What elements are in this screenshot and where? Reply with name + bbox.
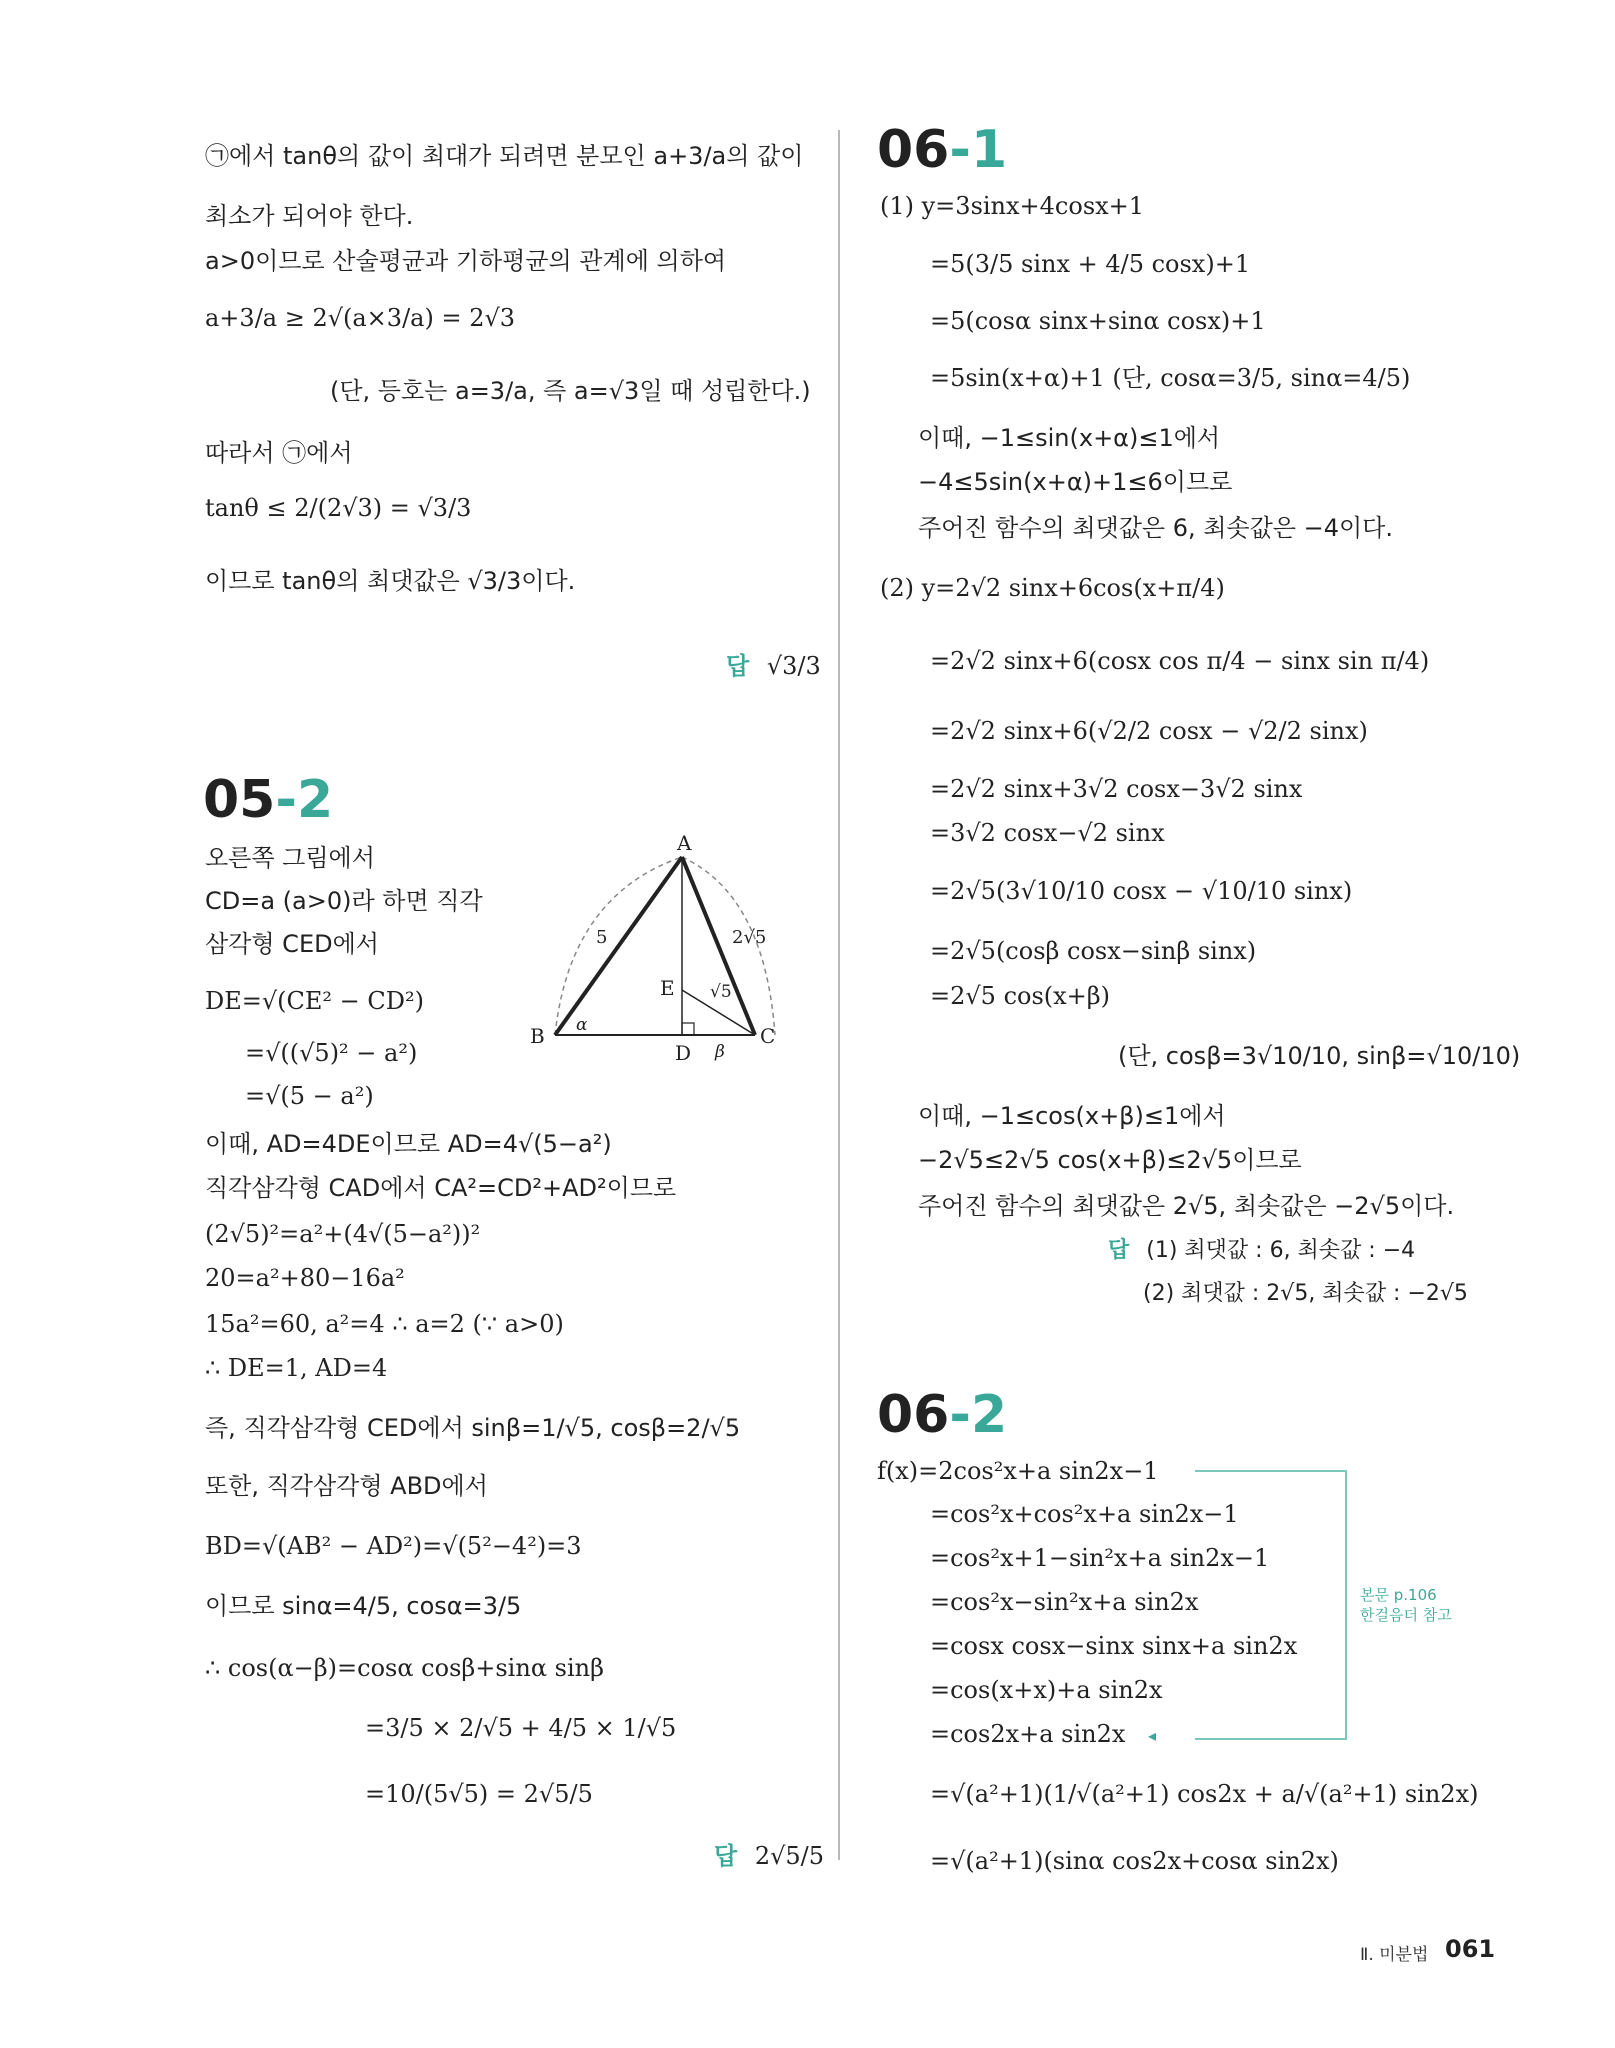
answer-block — [714, 1840, 824, 1872]
equation-line: BD=√(AB² − AD²)=√(5²−4²)=3 — [205, 1532, 582, 1560]
text-line: 이때, −1≤cos(x+β)≤1에서 — [918, 1102, 1226, 1130]
reference-bracket — [1195, 1470, 1347, 1740]
equation-line: 15a²=60, a²=4 ∴ a=2 (∵ a>0) — [205, 1310, 564, 1338]
label-c: C — [760, 1024, 776, 1048]
equation-line: =cos(x+x)+a sin2x — [930, 1676, 1163, 1704]
text-line: (단, 등호는 a=3/a, 즉 a=√3일 때 성립한다.) — [330, 377, 811, 405]
title-main: 06 — [877, 120, 950, 180]
reference-note — [1360, 1585, 1452, 1625]
label-beta: β — [715, 1042, 725, 1062]
equation-line: =10/(5√5) = 2√5/5 — [365, 1780, 593, 1808]
equation-line: =3/5 × 2/√5 + 4/5 × 1/√5 — [365, 1714, 677, 1742]
equation-line: (1) y=3sinx+4cosx+1 — [880, 192, 1145, 220]
answer-value-1: (1) 최댓값 : 6, 최솟값 : −4 — [1146, 1238, 1416, 1263]
equation-line: 20=a²+80−16a² — [205, 1264, 405, 1292]
label-alpha: α — [576, 1015, 588, 1035]
text-line: 즉, 직각삼각형 CED에서 sinβ=1/√5, cosβ=2/√5 — [205, 1414, 741, 1442]
title-main: 05 — [203, 770, 276, 830]
side-ab — [555, 857, 682, 1035]
title-sub: -1 — [949, 120, 1008, 180]
equation-line: =cos2x+a sin2x — [930, 1720, 1126, 1748]
text-line: CD=a (a>0)라 하면 직각 — [205, 887, 483, 915]
text-line: 오른쪽 그림에서 — [205, 844, 375, 872]
answer-label: 답 — [726, 652, 750, 680]
label-b: B — [530, 1024, 545, 1048]
text-line: 따라서 ㉠에서 — [205, 439, 353, 467]
equation-line: =2√5(3√10/10 cosx − √10/10 sinx) — [930, 877, 1353, 905]
equation-line: (2) y=2√2 sinx+6cos(x+π/4) — [880, 574, 1225, 602]
text-line: (단, cosβ=3√10/10, sinβ=√10/10) — [1118, 1042, 1521, 1070]
answer-value-2: (2) 최댓값 : 2√5, 최솟값 : −2√5 — [1143, 1281, 1468, 1306]
section-title-06-1 — [877, 120, 1007, 180]
text-line: 주어진 함수의 최댓값은 2√5, 최솟값은 −2√5이다. — [918, 1192, 1455, 1220]
equation-line: =5(3/5 sinx + 4/5 cosx)+1 — [930, 250, 1251, 278]
arrow-icon: ◂ — [1148, 1726, 1157, 1745]
section-title-05-2 — [203, 770, 333, 830]
text-line: 이므로 sinα=4/5, cosα=3/5 — [205, 1592, 522, 1620]
title-sub: -2 — [275, 770, 334, 830]
text-line: 삼각형 CED에서 — [205, 930, 379, 958]
text-line: ㉠에서 tanθ의 값이 최대가 되려면 분모인 a+3/a의 값이 — [205, 142, 804, 170]
chapter-label: Ⅱ. 미분법 — [1360, 1945, 1429, 1965]
text-line: −4≤5sin(x+α)+1≤6이므로 — [918, 468, 1233, 496]
title-sub: -2 — [949, 1385, 1008, 1445]
label-d: D — [675, 1041, 692, 1065]
equation-line: =cos²x−sin²x+a sin2x — [930, 1588, 1199, 1616]
equation-line: =cosx cosx−sinx sinx+a sin2x — [930, 1632, 1298, 1660]
equation-line: DE=√(CE² − CD²) — [205, 987, 424, 1015]
text-line: 또한, 직각삼각형 ABD에서 — [205, 1472, 488, 1500]
right-angle-mark — [682, 1023, 694, 1035]
equation-line: =cos²x+cos²x+a sin2x−1 — [930, 1500, 1239, 1528]
title-main: 06 — [877, 1385, 950, 1445]
answer-value: 2√5/5 — [754, 1842, 825, 1870]
label-ab-length: 5 — [596, 927, 608, 948]
label-a: A — [677, 835, 692, 855]
text-line: 최소가 되어야 한다. — [205, 202, 414, 230]
equation-line: ∴ cos(α−β)=cosα cosβ+sinα sinβ — [205, 1654, 604, 1682]
equation-line: =cos²x+1−sin²x+a sin2x−1 — [930, 1544, 1270, 1572]
page-number: 061 — [1445, 1935, 1496, 1963]
text-line: 이므로 tanθ의 최댓값은 √3/3이다. — [205, 567, 576, 595]
text-line: 주어진 함수의 최댓값은 6, 최솟값은 −4이다. — [918, 514, 1393, 542]
label-ac-length: 2√5 — [732, 927, 767, 948]
note-line: 본문 p.106 — [1360, 1586, 1437, 1604]
equation-line: =5(cosα sinx+sinα cosx)+1 — [930, 307, 1266, 335]
answer-label: 답 — [1108, 1238, 1130, 1263]
equation-line: tanθ ≤ 2/(2√3) = √3/3 — [205, 494, 472, 522]
equation-line: =3√2 cosx−√2 sinx — [930, 819, 1165, 847]
equation-line: =2√2 sinx+6(√2/2 cosx − √2/2 sinx) — [930, 717, 1368, 745]
section-title-06-2 — [877, 1385, 1007, 1445]
text-line: 이때, AD=4DE이므로 AD=4√(5−a²) — [205, 1130, 612, 1158]
equation-line: f(x)=2cos²x+a sin2x−1 — [877, 1457, 1159, 1485]
label-ec-length: √5 — [710, 982, 732, 1002]
answer-block — [726, 650, 821, 682]
answer-value: √3/3 — [766, 652, 821, 680]
equation-line: =5sin(x+α)+1 (단, cosα=3/5, sinα=4/5) — [930, 364, 1411, 392]
text-line: 이때, −1≤sin(x+α)≤1에서 — [918, 424, 1221, 452]
equation-line: =2√5(cosβ cosx−sinβ sinx) — [930, 937, 1257, 965]
equation-line: (2√5)²=a²+(4√(5−a²))² — [205, 1220, 481, 1248]
equation-line: =√((√5)² − a²) — [245, 1039, 418, 1067]
note-line: 한걸음더 참고 — [1360, 1606, 1452, 1624]
equation-line: =√(5 − a²) — [245, 1082, 374, 1110]
answer-block — [1108, 1235, 1415, 1267]
text-line: 직각삼각형 CAD에서 CA²=CD²+AD²이므로 — [205, 1174, 677, 1202]
equation-line: =2√2 sinx+6(cosx cos π/4 − sinx sin π/4) — [930, 647, 1430, 675]
equation-line: =2√2 sinx+3√2 cosx−3√2 sinx — [930, 775, 1303, 803]
equation-line: =√(a²+1)(1/√(a²+1) cos2x + a/√(a²+1) sin2x) — [930, 1780, 1479, 1808]
answer-label: 답 — [714, 1842, 738, 1870]
text-line: a>0이므로 산술평균과 기하평균의 관계에 의하여 — [205, 247, 727, 275]
equation-line: a+3/a ≥ 2√(a×3/a) = 2√3 — [205, 304, 516, 332]
equation-line: =√(a²+1)(sinα cos2x+cosα sin2x) — [930, 1847, 1339, 1875]
triangle-figure — [520, 835, 800, 1065]
text-line: −2√5≤2√5 cos(x+β)≤2√5이므로 — [918, 1146, 1302, 1174]
label-e: E — [660, 976, 675, 1000]
equation-line: =2√5 cos(x+β) — [930, 982, 1111, 1010]
equation-line: ∴ DE=1, AD=4 — [205, 1354, 388, 1382]
column-divider — [838, 130, 840, 1860]
